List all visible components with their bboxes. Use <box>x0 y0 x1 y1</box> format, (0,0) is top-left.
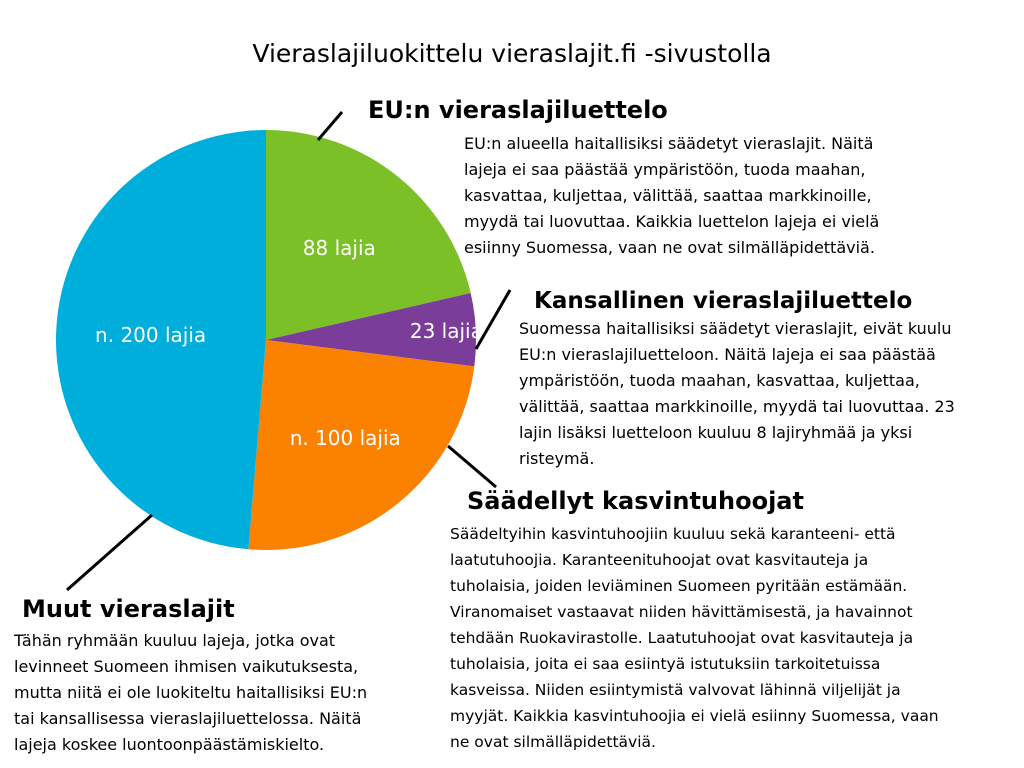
description-line: välittää, saattaa markkinoille, myydä tai luovuttaa. 23 <box>519 397 955 416</box>
description-line: lajin lisäksi luetteloon kuuluu 8 lajiryhmää ja yksi <box>519 423 913 442</box>
description-line: myydä tai luovuttaa. Kaikkia luettelon lajeja ei vielä <box>464 212 880 231</box>
description-line: mutta niitä ei ole luokiteltu haitallisiksi EU:n <box>14 683 368 702</box>
slice-label: n. 100 lajia <box>289 425 401 450</box>
leader-line-pests <box>448 446 496 487</box>
national-list-description <box>519 316 1019 472</box>
description-line: kasveissa. Niiden esiintymistä valvovat lähinnä viljelijät ja <box>450 681 901 699</box>
description-line: levinneet Suomeen ihmisen vaikutuksesta, <box>14 657 359 676</box>
slice-label: n. 200 lajia <box>95 323 207 348</box>
description-line: esiinny Suomessa, vaan ne ovat silmälläpidettäviä. <box>464 238 875 257</box>
description-line: EU:n vieraslajiluetteloon. Näitä lajeja ei saa päästää <box>519 345 936 364</box>
national-list-heading: Kansallinen vieraslajiluettelo <box>534 288 913 314</box>
description-line: tai kansallisessa vieraslajiluettelossa. Näitä <box>14 709 362 728</box>
description-line: laatutuhoojia. Karanteenituhoojat ovat kasvitauteja ja <box>450 551 869 569</box>
eu-list-description <box>464 131 964 261</box>
eu-list-heading: EU:n vieraslajiluettelo <box>368 96 668 124</box>
chart-title: Vieraslajiluokittelu vieraslajit.fi -sivustolla <box>252 39 772 68</box>
slice-label: 23 lajia <box>409 319 483 344</box>
description-line: lajeja koskee luontoonpäästämiskielto. <box>14 735 325 754</box>
description-line: EU:n alueella haitallisiksi säädetyt vieraslajit. Näitä <box>464 134 874 153</box>
description-line: ympäristöön, tuoda maahan, kasvattaa, kuljettaa, <box>519 371 920 390</box>
description-line: ne ovat silmälläpidettäviä. <box>450 733 656 751</box>
description-line: myyjät. Kaikkia kasvintuhoojia ei vielä esiinny Suomessa, vaan <box>450 707 939 725</box>
plant-pests-heading: Säädellyt kasvintuhoojat <box>467 487 804 515</box>
description-line: Viranomaiset vastaavat niiden hävittämisestä, ja havainnot <box>450 603 913 621</box>
description-line: tehdään Ruokavirastolle. Laatutuhoojat ovat kasvitauteja ja <box>450 629 914 647</box>
description-line: Suomessa haitallisiksi säädetyt vieraslajit, eivät kuulu <box>519 319 952 338</box>
leader-line-other <box>67 515 152 590</box>
description-line: Tähän ryhmään kuuluu lajeja, jotka ovat <box>14 631 336 650</box>
other-species-description <box>14 628 434 758</box>
description-line: kasvattaa, kuljettaa, välittää, saattaa markkinoille, <box>464 186 872 205</box>
plant-pests-description <box>450 521 1024 755</box>
leader-line-eu <box>318 112 342 140</box>
description-line: tuholaisia, joita ei saa esiintyä istutuksiin tarkoitetuissa <box>450 655 881 673</box>
description-line: lajeja ei saa päästää ympäristöön, tuoda maahan, <box>464 160 866 179</box>
other-species-heading: Muut vieraslajit <box>22 595 235 623</box>
description-line: tuholaisia, joiden leviäminen Suomeen pyritään estämään. <box>450 577 908 595</box>
description-line: risteymä. <box>519 449 595 468</box>
description-line: Säädeltyihin kasvintuhoojiin kuuluu sekä karanteeni- että <box>450 525 896 543</box>
slice-label: 88 lajia <box>302 236 376 261</box>
